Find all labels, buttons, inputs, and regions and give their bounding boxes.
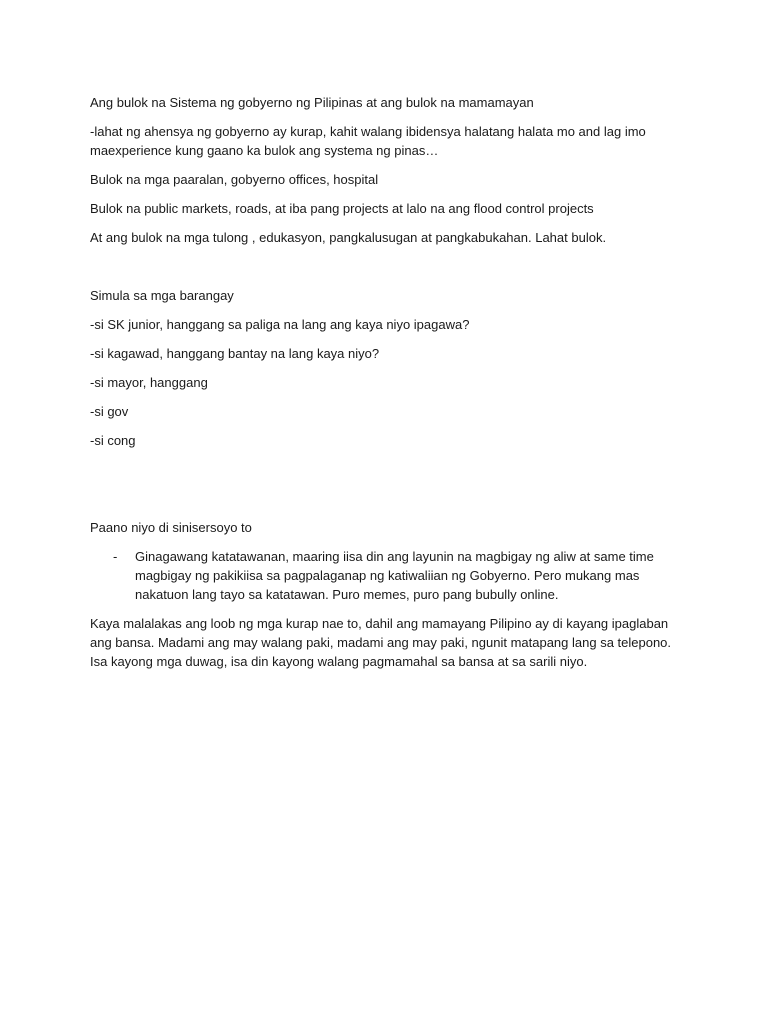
blank-line: [90, 257, 680, 286]
list-item: [90, 547, 680, 604]
document-title: Ang bulok na Sistema ng gobyerno ng Pilipinas at ang bulok na mamamayan: [90, 95, 534, 110]
paragraph-barangay: Simula sa mga barangay: [90, 288, 234, 303]
document-body: [90, 93, 680, 681]
section-heading: Paano niyo di sinisersoyo to: [90, 520, 252, 535]
paragraph-agencies: -lahat ng ahensya ng gobyerno ay kurap, kahit walang ibidensya halatang halata mo and lag imo maexperience kung gaano ka bulok ang systema ng pinas…: [90, 124, 646, 158]
bullet-marker: -: [113, 549, 118, 564]
blank-lines: [90, 460, 680, 518]
paragraph-markets: Bulok na public markets, roads, at iba pang projects at lalo na ang flood control projects: [90, 201, 594, 216]
bullet-text: Ginagawang katatawanan, maaring iisa din ang layunin na magbigay ng aliw at same time magbigay ng pakikiisa sa pagpalaganap ng katiwaliian ng Gobyerno. Pero mukang mas nakatuon lang tayo sa katatawan. Puro memes, puro pang bubully online.: [135, 549, 654, 602]
paragraph-gov: -si gov: [90, 404, 129, 419]
paragraph-mayor: -si mayor, hanggang: [90, 375, 208, 390]
closing-paragraph: Kaya malalakas ang loob ng mga kurap nae to, dahil ang mamayang Pilipino ay di kayang ipaglaban ang bansa. Madami ang may walang paki, madami ang may paki, ngunit matapang lang sa telepono. Isa kayong mga duwag, isa din kayong walang pagmamahal sa bansa at sa sarili niyo.: [90, 616, 672, 669]
paragraph-schools: Bulok na mga paaralan, gobyerno offices, hospital: [90, 172, 379, 187]
paragraph-kagawad: -si kagawad, hanggang bantay na lang kaya niyo?: [90, 346, 380, 361]
bullet-list: [90, 547, 680, 604]
paragraph-sk: -si SK junior, hanggang sa paliga na lang ang kaya niyo ipagawa?: [90, 317, 470, 332]
paragraph-services: At ang bulok na mga tulong , edukasyon, pangkalusugan at pangkabukahan. Lahat bulok.: [90, 230, 607, 245]
paragraph-cong: -si cong: [90, 433, 136, 448]
